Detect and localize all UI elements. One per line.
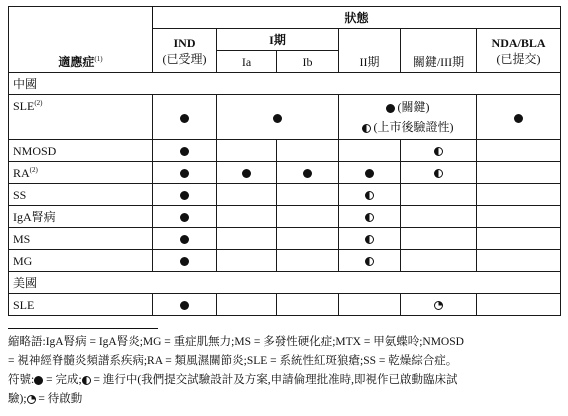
in-progress-icon	[434, 169, 443, 178]
cell-ind	[153, 294, 217, 316]
cell-phase2	[339, 140, 401, 162]
row-label: IgA腎病	[13, 209, 56, 224]
cell-ib	[277, 184, 339, 206]
table-row	[9, 95, 561, 140]
cell-pivotal	[401, 294, 477, 316]
cell-phase2	[339, 228, 401, 250]
ind-header	[153, 29, 217, 73]
nda-sub-label: (已提交)	[496, 51, 541, 66]
in-progress-icon	[434, 147, 443, 156]
cell-nda	[477, 140, 561, 162]
cell-nda	[477, 250, 561, 272]
completed-icon	[180, 235, 189, 244]
table-row	[9, 184, 561, 206]
sle-confirm-text: (上市後驗證性)	[373, 120, 454, 134]
cell-ib	[277, 250, 339, 272]
legend-line-1	[8, 371, 560, 390]
completed-icon	[514, 114, 523, 123]
completed-icon	[180, 169, 189, 178]
cell-ind	[153, 140, 217, 162]
legend-prefix: 符號:	[8, 374, 35, 386]
ind-label: IND	[173, 35, 196, 50]
indication-label: 適應症	[58, 55, 95, 69]
indication-sle	[9, 95, 153, 140]
cell-phase1	[217, 95, 339, 140]
cell-ib	[277, 206, 339, 228]
cell-phase2	[339, 294, 401, 316]
status-table-figure	[8, 6, 560, 409]
sle-pivotal-line	[342, 97, 473, 117]
cell-phase2	[339, 184, 401, 206]
in-progress-icon	[362, 124, 371, 133]
completed-icon	[180, 147, 189, 156]
sle-confirm-line	[342, 117, 473, 137]
in-progress-icon	[365, 213, 374, 222]
abbreviations-line-1: 縮略語:IgA腎病 = IgA腎炎;MG = 重症肌無力;MS = 多發性硬化症;MTX = 甲氨蝶呤;NMOSD	[8, 336, 464, 348]
table-row	[9, 250, 561, 272]
cell-ib	[277, 294, 339, 316]
footnote-divider	[8, 328, 158, 329]
cell-ind	[153, 184, 217, 206]
abbreviations-line-2: = 視神經脊髓炎頻譜系疾病;RA = 類風濕關節炎;SLE = 系統性紅斑狼瘡;SS = 乾燥綜合症。	[8, 355, 458, 367]
cell-phase2	[339, 162, 401, 184]
row-label: MG	[13, 253, 33, 268]
row-label: RA	[13, 165, 30, 180]
phase2-header: II期	[339, 29, 401, 73]
cell-phase2	[339, 250, 401, 272]
indication-footnote: (1)	[94, 55, 103, 63]
completed-icon	[34, 376, 43, 385]
sle-pivotal-text: (關鍵)	[397, 100, 430, 114]
legend-pending-text: = 待啟動	[38, 393, 83, 405]
region-china: 中國	[9, 73, 561, 95]
cell-nda	[477, 228, 561, 250]
cell-nda	[477, 206, 561, 228]
completed-icon	[180, 213, 189, 222]
legend-completed-text: = 完成;	[46, 374, 82, 386]
table-row	[9, 294, 561, 316]
cell-ia	[217, 184, 277, 206]
row-label: SLE	[13, 99, 35, 113]
cell-ib	[277, 140, 339, 162]
pending-icon	[27, 395, 36, 404]
cell-phase2	[339, 206, 401, 228]
indication-nmosd	[9, 140, 153, 162]
table-row	[9, 206, 561, 228]
row-label: SLE	[13, 297, 35, 312]
in-progress-icon	[365, 235, 374, 244]
cell-pivotal	[401, 228, 477, 250]
cell-ib	[277, 162, 339, 184]
status-header: 狀態	[153, 7, 561, 29]
row-label: MS	[13, 231, 31, 246]
indication-ra	[9, 162, 153, 184]
cell-ib	[277, 228, 339, 250]
row-footnote: (2)	[29, 165, 38, 174]
table-row	[9, 162, 561, 184]
cell-ia	[217, 140, 277, 162]
cell-nda	[477, 184, 561, 206]
completed-icon	[180, 257, 189, 266]
region-usa: 美國	[9, 272, 561, 294]
in-progress-icon	[365, 191, 374, 200]
ib-header: Ib	[277, 51, 339, 73]
region-row-china	[9, 73, 561, 95]
cell-pivotal	[401, 206, 477, 228]
table-row	[9, 228, 561, 250]
indication-iga	[9, 206, 153, 228]
completed-icon	[273, 114, 282, 123]
completed-icon	[303, 169, 312, 178]
completed-icon	[365, 169, 374, 178]
cell-pivotal	[401, 250, 477, 272]
cell-ind	[153, 95, 217, 140]
phase1-header: I期	[217, 29, 339, 51]
indication-sle-us	[9, 294, 153, 316]
pivotal-header: 關鍵/III期	[401, 29, 477, 73]
completed-icon	[180, 301, 189, 310]
legend-continuation: 驗);	[8, 393, 27, 405]
indication-ms	[9, 228, 153, 250]
in-progress-icon	[82, 376, 91, 385]
completed-icon	[180, 114, 189, 123]
indication-header	[9, 7, 153, 73]
table-row	[9, 140, 561, 162]
completed-icon	[180, 191, 189, 200]
cell-ia	[217, 294, 277, 316]
footnotes	[8, 333, 560, 409]
header-row-status	[9, 7, 561, 29]
row-footnote: (2)	[34, 99, 43, 107]
cell-ia	[217, 206, 277, 228]
cell-pivotal	[401, 162, 477, 184]
ind-sub-label: (已受理)	[162, 51, 207, 66]
cell-nda	[477, 162, 561, 184]
row-label: SS	[13, 187, 27, 202]
cell-phase2-pivotal	[339, 95, 477, 140]
cell-pivotal	[401, 140, 477, 162]
pending-icon	[434, 301, 443, 310]
legend-line-2	[8, 390, 560, 409]
cell-ia	[217, 228, 277, 250]
cell-nda	[477, 95, 561, 140]
nda-header	[477, 29, 561, 73]
ia-header: Ia	[217, 51, 277, 73]
cell-pivotal	[401, 184, 477, 206]
cell-ind	[153, 162, 217, 184]
in-progress-icon	[365, 257, 374, 266]
clinical-status-table	[8, 6, 561, 316]
cell-ind	[153, 228, 217, 250]
completed-icon	[242, 169, 251, 178]
row-label: NMOSD	[13, 143, 57, 158]
completed-icon	[386, 104, 395, 113]
region-row-usa	[9, 272, 561, 294]
cell-ind	[153, 206, 217, 228]
indication-ss	[9, 184, 153, 206]
cell-ia	[217, 162, 277, 184]
cell-nda	[477, 294, 561, 316]
cell-ind	[153, 250, 217, 272]
indication-mg	[9, 250, 153, 272]
cell-ia	[217, 250, 277, 272]
legend-in-progress-text: = 進行中(我們提交試驗設計及方案,申請倫理批准時,即視作已啟動臨床試	[93, 374, 458, 386]
nda-label: NDA/BLA	[491, 35, 546, 50]
